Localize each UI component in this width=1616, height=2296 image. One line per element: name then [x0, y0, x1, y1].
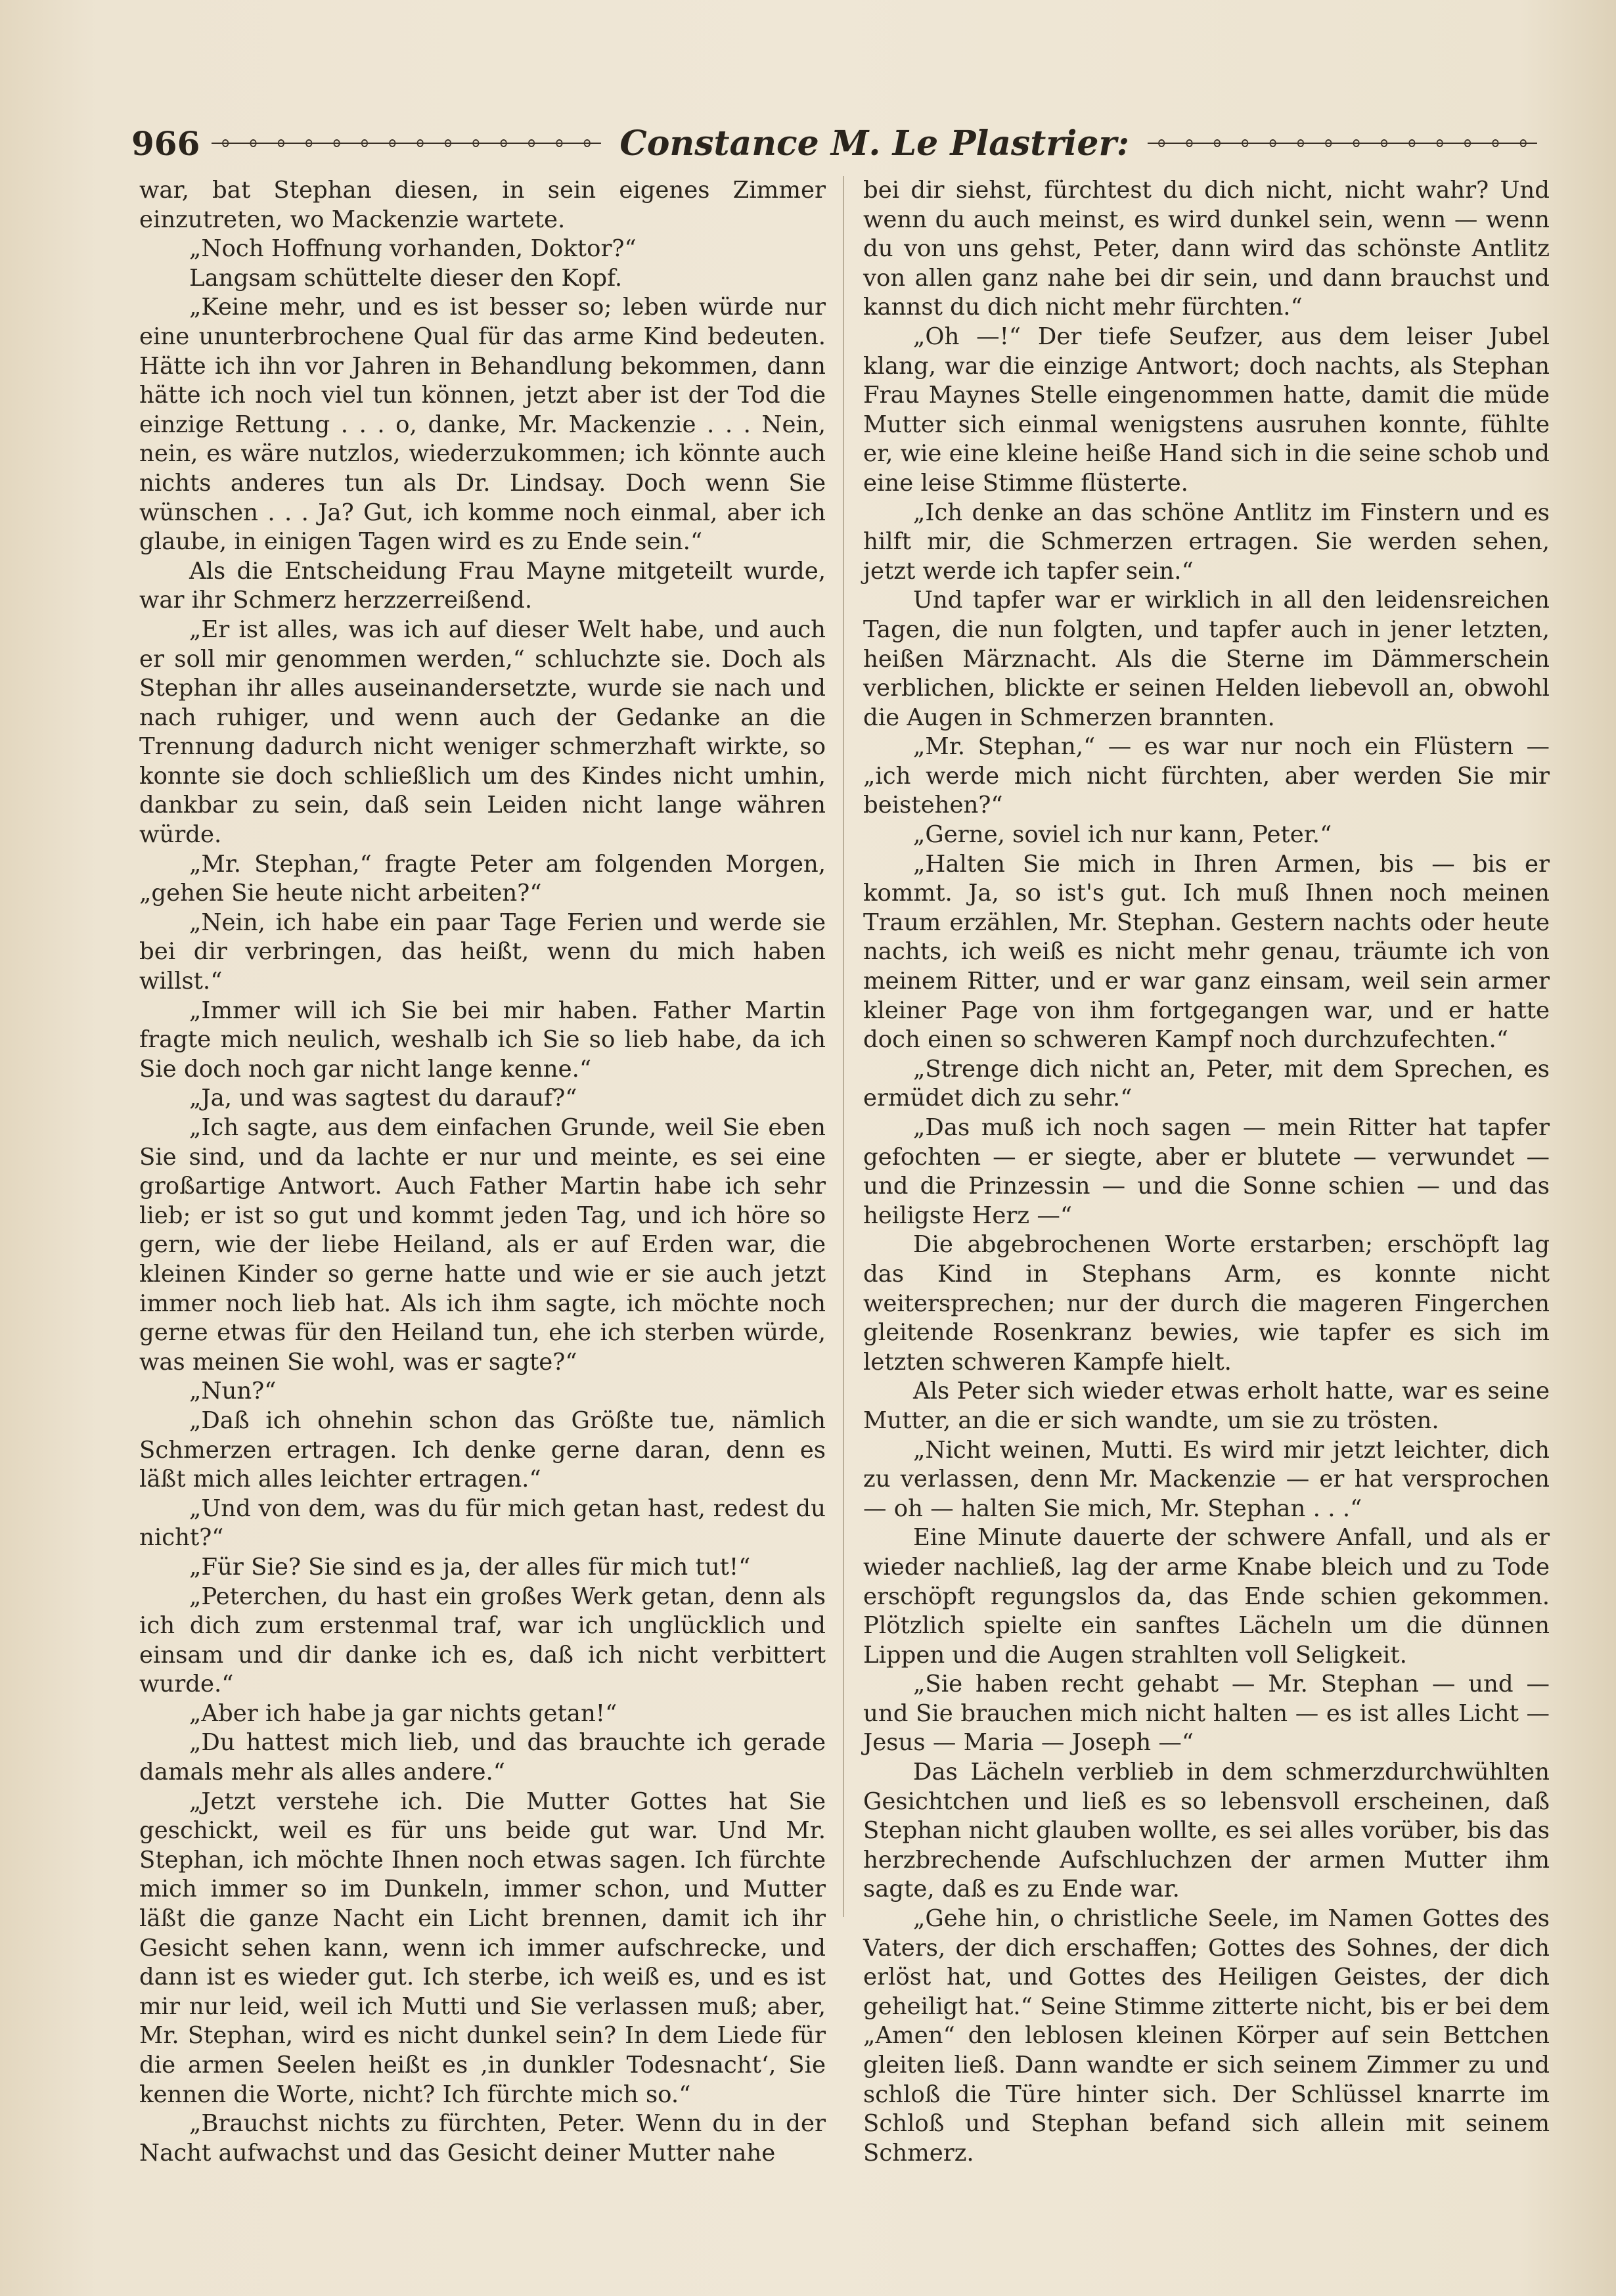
paragraph: war, bat Stephan diesen, in sein eigenes Zimmer einzutreten, wo Mackenzie wartete.	[139, 177, 826, 233]
paragraph: „Er ist alles, was ich auf dieser Welt habe, und auch er soll mir genommen werden,“ schluchzte sie. Doch als Stephan ihr alles auseinandersetzte, wurde sie nach und nach ruhiger, und wenn auch der Gedanke an die Trennung dadurch nicht weniger schmerzhaft wirkte, so konnte sie doch schließlich um des Kindes nicht umhin, dankbar zu sein, daß sein Leiden nicht lange währen würde.	[139, 616, 826, 849]
paragraph: Eine Minute dauerte der schwere Anfall, und als er wieder nachließ, lag der arme Knabe bleich und zu Tode erschöpft regungslos da, das Ende schien gekommen. Plötzlich spielte ein sanftes Lächeln um die dünnen Lippen und die Augen strahlten voll Seligkeit.	[863, 1524, 1550, 1669]
paragraph: „Für Sie? Sie sind es ja, der alles für mich tut!“	[189, 1553, 751, 1581]
right-column	[863, 176, 1550, 2168]
paragraph: Und tapfer war er wirklich in all den leidensreichen Tagen, die nun folgten, und tapfer auch in jener letzten, heißen Märznacht. Als die Sterne im Dämmerschein verblichen, blickte er seinen Helden liebevoll an, obwohl die Augen in Schmerzen brannten.	[863, 587, 1550, 731]
page-number: 966	[131, 124, 200, 163]
paragraph: „Nicht weinen, Mutti. Es wird mir jetzt leichter, dich zu verlassen, denn Mr. Mackenzie — er hat versprochen — oh — halten Sie mich, Mr. Stephan . . .“	[863, 1436, 1550, 1522]
running-title: Constance M. Le Plastrier:	[619, 123, 1130, 164]
paragraph: „Du hattest mich lieb, und das brauchte ich gerade damals mehr als alles andere.“	[139, 1729, 826, 1786]
paragraph: „Brauchst nichts zu fürchten, Peter. Wenn du in der Nacht aufwachst und das Gesicht deiner Mutter nahe	[139, 2110, 826, 2167]
paragraph: „Aber ich habe ja gar nichts getan!“	[189, 1699, 617, 1727]
paragraph: „Noch Hoffnung vorhanden, Doktor?“	[189, 235, 637, 263]
paragraph: „Mr. Stephan,“ — es war nur noch ein Flüstern — „ich werde mich nicht fürchten, aber werden Sie mir beistehen?“	[863, 733, 1550, 819]
paragraph: „Halten Sie mich in Ihren Armen, bis — bis er kommt. Ja, so ist's gut. Ich muß Ihnen noch meinen Traum erzählen, Mr. Stephan. Gestern nachts oder heute nachts, ich weiß es nicht mehr genau, träumte ich von meinem Ritter, und er war ganz einsam, weil sein armer kleiner Page von ihm fortgegangen war, und er hatte doch einen so schweren Kampf noch durchzufechten.“	[863, 850, 1550, 1054]
paragraph: Das Lächeln verblieb in dem schmerzdurchwühlten Gesichtchen und ließ es so lebensvoll erscheinen, daß Stephan nicht glauben wollte, es sei alles vorüber, bis das herzbrechende Aufschluchzen der armen Mutter ihm sagte, daß es zu Ende war.	[863, 1759, 1550, 1903]
ornament-rule-right	[1148, 137, 1537, 150]
ornament-rule-left	[212, 137, 601, 150]
paragraph: „Mr. Stephan,“ fragte Peter am folgenden Morgen, „gehen Sie heute nicht arbeiten?“	[139, 850, 826, 907]
paragraph: „Oh —!“ Der tiefe Seufzer, aus dem leiser Jubel klang, war die einzige Antwort; doch nachts, als Stephan Frau Maynes Stelle eingenommen hatte, damit die müde Mutter sich einmal wenigstens ausruhen konnte, fühlte er, wie eine kleine heiße Hand sich in die seine schob und eine leise Stimme flüsterte.	[863, 323, 1550, 497]
paragraph: „Ich sagte, aus dem einfachen Grunde, weil Sie eben Sie sind, und da lachte er nur und meinte, es sei eine großartige Antwort. Auch Father Martin habe ich sehr lieb; er ist so gut und kommt jeden Tag, und ich höre so gern, wie der liebe Heiland, als er auf Erden war, die kleinen Kinder so gerne hatte und wie er sie auch jetzt immer noch lieb hat. Als ich ihm sagte, ich möchte noch gerne etwas für den Heiland tun, ehe ich sterben würde, was meinen Sie wohl, was er sagte?“	[139, 1114, 826, 1376]
paragraph: „Ich denke an das schöne Antlitz im Finstern und es hilft mir, die Schmerzen ertragen. Sie werden sehen, jetzt werde ich tapfer sein.“	[863, 499, 1550, 585]
paragraph: „Ja, und was sagtest du darauf?“	[189, 1085, 577, 1112]
left-column	[139, 176, 826, 2168]
paragraph: „Immer will ich Sie bei mir haben. Father Martin fragte mich neulich, weshalb ich Sie so lieb habe, da ich Sie doch noch gar nicht lange kenne.“	[139, 997, 826, 1083]
paragraph: „Das muß ich noch sagen — mein Ritter hat tapfer gefochten — er siegte, aber er blutete — verwundet — und die Prinzessin — und die Sonne schien — und das heiligste Herz —“	[863, 1114, 1550, 1229]
paragraph: Die abgebrochenen Worte erstarben; erschöpft lag das Kind in Stephans Arm, es konnte nicht weitersprechen; nur der durch die mageren Fingerchen gleitende Rosenkranz bewies, wie tapfer es sich im letzten schweren Kampfe hielt.	[863, 1231, 1550, 1376]
paragraph: „Sie haben recht gehabt — Mr. Stephan — und — und Sie brauchen mich nicht halten — es ist alles Licht — Jesus — Maria — Joseph —“	[863, 1671, 1550, 1757]
paragraph: „Jetzt verstehe ich. Die Mutter Gottes hat Sie geschickt, weil es für uns beide gut war. Und Mr. Stephan, ich möchte Ihnen noch etwas sagen. Ich fürchte mich immer so im Dunkeln, immer schon, und Mutter läßt die ganze Nacht ein Licht brennen, damit ich ihr Gesicht sehen kann, wenn ich immer aufschrecke, und dann ist es wieder gut. Ich sterbe, ich weiß es, und es ist mir nur leid, weil ich Mutti und Sie verlassen muß; aber, Mr. Stephan, wird es nicht dunkel sein? In dem Liede für die armen Seelen heißt es ‚in dunkler Todesnacht‘, Sie kennen die Worte, nicht? Ich fürchte mich so.“	[139, 1788, 826, 2108]
paragraph: „Daß ich ohnehin schon das Größte tue, nämlich Schmerzen ertragen. Ich denke gerne daran, denn es läßt mich alles leichter ertragen.“	[139, 1407, 826, 1493]
paragraph: „Gerne, soviel ich nur kann, Peter.“	[913, 821, 1332, 849]
paragraph: „Strenge dich nicht an, Peter, mit dem Sprechen, es ermüdet dich zu sehr.“	[863, 1055, 1550, 1112]
paragraph: „Peterchen, du hast ein großes Werk getan, denn als ich dich zum erstenmal traf, war ich unglücklich und einsam und dir danke ich es, daß ich nicht verbittert wurde.“	[139, 1583, 826, 1698]
paragraph: bei dir siehst, fürchtest du dich nicht, nicht wahr? Und wenn du auch meinst, es wird dunkel sein, wenn — wenn du von uns gehst, Peter, dann wird das schönste Antlitz von allen ganz nahe bei dir sein, und dann brauchst und kannst du dich nicht mehr fürchten.“	[863, 177, 1550, 321]
paragraph: Langsam schüttelte dieser den Kopf.	[189, 264, 623, 292]
paragraph: „Keine mehr, und es ist besser so; leben würde nur eine ununterbrochene Qual für das arme Kind bedeuten. Hätte ich ihn vor Jahren in Behandlung bekommen, dann hätte ich noch viel tun können, jetzt aber ist der Tod die einzige Rettung . . . o, danke, Mr. Mackenzie . . . Nein, nein, es wäre nutzlos, wiederzukommen; ich könnte auch nichts anderes tun als Dr. Lindsay. Doch wenn Sie wünschen . . . Ja? Gut, ich komme noch einmal, aber ich glaube, in einigen Tagen wird es zu Ende sein.“	[139, 294, 826, 556]
paragraph: „Nun?“	[189, 1378, 277, 1405]
paragraph: „Nein, ich habe ein paar Tage Ferien und werde sie bei dir verbringen, das heißt, wenn du mich haben willst.“	[139, 909, 826, 995]
column-divider	[843, 176, 844, 1917]
page-header	[131, 117, 1537, 169]
paragraph: Als Peter sich wieder etwas erholt hatte, war es seine Mutter, an die er sich wandte, um sie zu trösten.	[863, 1378, 1550, 1434]
paragraph: „Gehe hin, o christliche Seele, im Namen Gottes des Vaters, der dich erschaffen; Gottes des Sohnes, der dich erlöst hat, und Gottes des Heiligen Geistes, der dich geheiligt hat.“ Seine Stimme zitterte nicht, bis er bei dem „Amen“ den leblosen kleinen Körper auf sein Bettchen gleiten ließ. Dann wandte er sich seinem Zimmer zu und schloß die Türe hinter sich. Der Schlüssel knarrte im Schloß und Stephan befand sich allein mit seinem Schmerz.	[863, 1905, 1550, 2167]
paragraph: Als die Entscheidung Frau Mayne mitgeteilt wurde, war ihr Schmerz herzzerreißend.	[139, 557, 826, 614]
paragraph: „Und von dem, was du für mich getan hast, redest du nicht?“	[139, 1495, 826, 1552]
